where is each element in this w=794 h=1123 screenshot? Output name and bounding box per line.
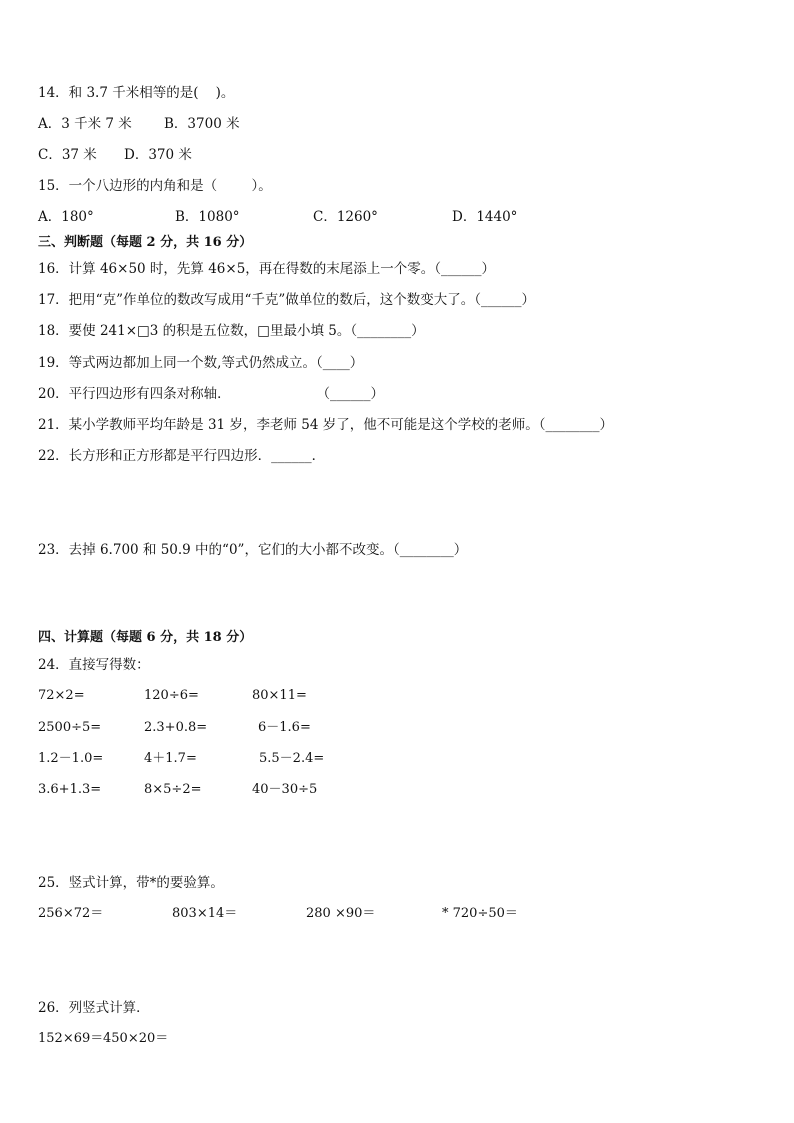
- calc-item: 3.6+1.3=: [38, 782, 102, 797]
- question-20: 20．平行四边形有四条对称轴． （______）: [38, 386, 385, 402]
- question-21: 21．某小学教师平均年龄是 31 岁，李老师 54 岁了，他不可能是这个学校的老师。（________）: [38, 417, 613, 433]
- question-19: 19．等式两边都加上同一个数,等式仍然成立。（____）: [38, 355, 364, 371]
- question-17: 17．把用“克”作单位的数改写成用“千克”做单位的数后，这个数变大了。（______）: [38, 292, 536, 308]
- vertical-calc-item: 450×20＝: [103, 1031, 169, 1046]
- calc-item: 2500÷5=: [38, 720, 102, 735]
- calc-item: 120÷6=: [144, 688, 199, 703]
- question-18: 18．要使 241×□3 的积是五位数，□里最小填 5。（________）: [38, 323, 425, 339]
- calc-item: 40－30÷5: [252, 782, 318, 797]
- section-4-title: 四、计算题（每题 6 分，共 18 分）: [38, 630, 253, 645]
- question-25-stem: 25．竖式计算，带*的要验算。: [38, 875, 224, 891]
- section-3-title: 三、判断题（每题 2 分，共 16 分）: [38, 235, 253, 250]
- question-14-option-d: D．370 米: [124, 147, 192, 163]
- calc-item: 5.5－2.4=: [259, 751, 325, 766]
- question-14-stem: 14．和 3.7 千米相等的是( )。: [38, 85, 235, 101]
- question-16: 16．计算 46×50 时，先算 46×5，再在得数的末尾添上一个零。（______）: [38, 261, 496, 277]
- question-26-stem: 26．列竖式计算．: [38, 1000, 150, 1016]
- calc-item: 2.3+0.8=: [144, 720, 208, 735]
- vertical-calc-item: 280 ×90＝: [306, 906, 376, 921]
- question-24-stem: 24．直接写得数：: [38, 657, 150, 673]
- calc-item: 6－1.6=: [258, 720, 311, 735]
- question-14-option-c: C．37 米: [38, 147, 97, 163]
- question-22: 22．长方形和正方形都是平行四边形．______．: [38, 448, 326, 464]
- vertical-calc-item: 152×69＝: [38, 1031, 104, 1046]
- vertical-calc-item: 256×72＝: [38, 906, 104, 921]
- calc-item: 1.2－1.0=: [38, 751, 104, 766]
- calc-item: 72×2=: [38, 688, 85, 703]
- question-14-option-a: A．3 千米 7 米: [38, 116, 132, 132]
- vertical-calc-item: 803×14＝: [172, 906, 238, 921]
- question-15-option-a: A．180°: [38, 209, 94, 225]
- question-15-option-b: B．1080°: [175, 209, 240, 225]
- question-23: 23．去掉 6.700 和 50.9 中的“0”，它们的大小都不改变。（________）: [38, 542, 468, 558]
- calc-item: 4＋1.7=: [144, 751, 197, 766]
- question-14-option-b: B．3700 米: [164, 116, 240, 132]
- calc-item: 80×11=: [252, 688, 307, 703]
- question-15-stem: 15．一个八边形的内角和是（ ）。: [38, 178, 272, 194]
- question-15-option-d: D．1440°: [452, 209, 518, 225]
- question-15-option-c: C．1260°: [313, 209, 378, 225]
- calc-item: 8×5÷2=: [144, 782, 202, 797]
- vertical-calc-item: * 720÷50＝: [442, 906, 518, 921]
